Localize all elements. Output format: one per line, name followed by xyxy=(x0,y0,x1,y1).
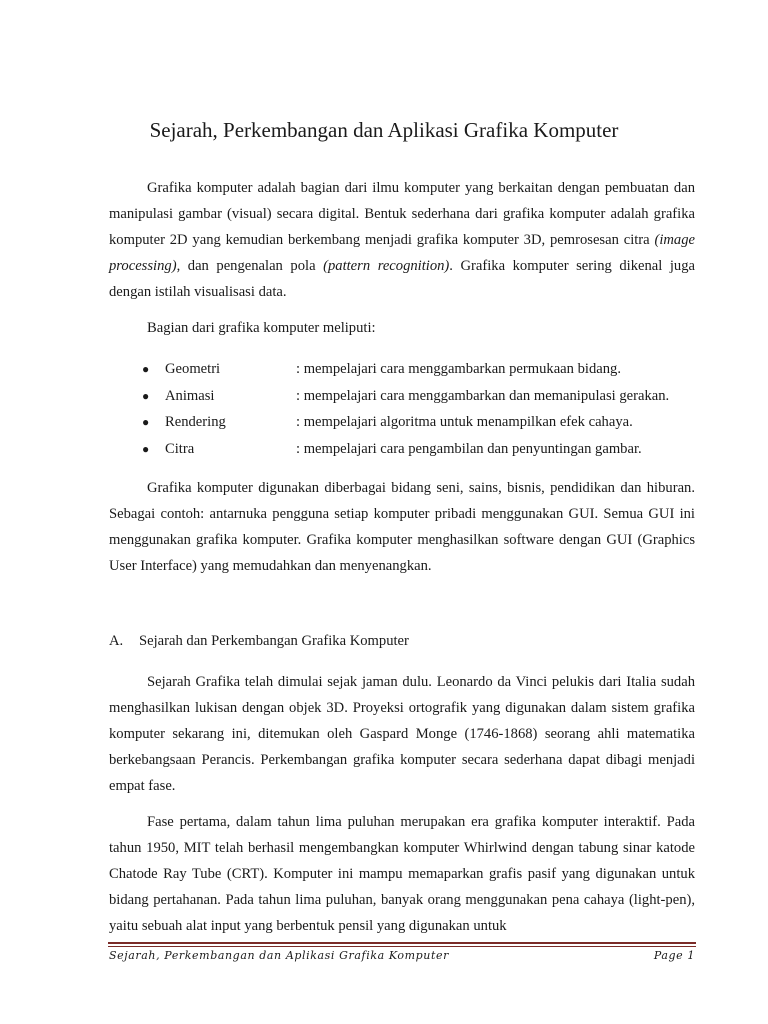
intro-text-3: . Grafika komputer sering dikenal juga dengan istilah visualisasi data. xyxy=(109,258,695,300)
phase1-text: Fase pertama, dalam tahun lima puluhan merupakan era grafika komputer interaktif. Pada tahun 1950, MIT telah berhasil mengembangkan komputer Whirlwind dengan tabung sinar katode Chatode Ray Tube (CRT). Komputer ini mampu memaparkan grafis pasif yang digunakan untuk bidang pertahanan. Pada tahun lima puluhan, banyak orang menggunakan pena cahaya (light-pen), yaitu sebuah alat input yang berbentuk pensil yang digunakan untuk xyxy=(109,814,695,934)
bullet-desc: : mempelajari cara menggambarkan dan memanipulasi gerakan. xyxy=(296,387,670,404)
list-item xyxy=(109,409,709,436)
bullet-desc: : mempelajari algoritma untuk menampilkan efek cahaya. xyxy=(296,414,633,430)
usage-text: Grafika komputer digunakan diberbagai bidang seni, sains, bisnis, pendidikan dan hiburan. Sebagai contoh: antarnuka pengguna setiap komputer pribadi menggunakan GUI. Semua GUI ini menggunakan grafika komputer. Grafika komputer menghasilkan software dengan GUI (Graphics User Interface) yang memudahkan dan menyenangkan. xyxy=(109,480,695,574)
section-title: Sejarah dan Perkembangan Grafika Komputer xyxy=(139,633,409,649)
usage-paragraph xyxy=(109,475,695,579)
bullet-icon: ● xyxy=(142,415,150,429)
bullet-term: Geometri xyxy=(165,361,221,377)
history-text: Sejarah Grafika telah dimulai sejak jaman dulu. Leonardo da Vinci pelukis dari Italia sudah menghasilkan lukisan dengan objek 3D. Proyeksi ortografik yang digunakan dalam sistem grafika komputer sekarang ini, ditemukan oleh Gaspard Monge (1746-1868) seorang ahli matematika berkebangsaan Perancis. Perkembangan grafika komputer secara sederhana dapat dibagi menjadi empat fase. xyxy=(109,674,695,794)
page-title: Sejarah, Perkembangan dan Aplikasi Grafika Komputer xyxy=(149,118,619,142)
section-heading xyxy=(109,628,409,654)
page-number: Page 1 xyxy=(653,949,695,962)
intro-text-1: Grafika komputer adalah bagian dari ilmu komputer yang berkaitan dengan pembuatan dan manipulasi gambar (visual) secara digital. Bentuk sederhana dari grafika komputer adalah grafika komputer 2D yang kemudian berkembang menjadi grafika komputer 3D, pemrosesan citra xyxy=(109,180,695,248)
intro-text-2: , dan pengenalan pola xyxy=(176,258,324,274)
intro-paragraph xyxy=(109,175,695,305)
bullet-list xyxy=(109,356,709,462)
list-item xyxy=(109,383,709,410)
list-lead: Bagian dari grafika komputer meliputi: xyxy=(147,320,376,336)
history-paragraph xyxy=(109,669,695,799)
footer-rule xyxy=(108,942,696,944)
footer-rule-thin xyxy=(108,946,696,947)
list-item xyxy=(109,436,709,463)
section-letter: A. xyxy=(109,633,124,649)
bullet-term: Rendering xyxy=(165,414,226,430)
bullet-desc: : mempelajari cara pengambilan dan penyuntingan gambar. xyxy=(296,440,642,457)
intro-italic-1: (image processing) xyxy=(109,232,695,274)
bullet-icon: ● xyxy=(142,362,150,376)
bullet-term: Citra xyxy=(165,440,195,457)
bullet-term: Animasi xyxy=(165,387,215,404)
bullet-icon: ● xyxy=(142,388,150,403)
intro-italic-2: (pattern recognition) xyxy=(323,258,450,274)
list-item xyxy=(109,356,709,383)
bullet-desc: : mempelajari cara menggambarkan permukaan bidang. xyxy=(296,361,621,377)
phase1-paragraph xyxy=(109,809,695,939)
bullet-icon: ● xyxy=(142,441,150,456)
footer-title: Sejarah, Perkembangan dan Aplikasi Grafika Komputer xyxy=(109,949,449,962)
